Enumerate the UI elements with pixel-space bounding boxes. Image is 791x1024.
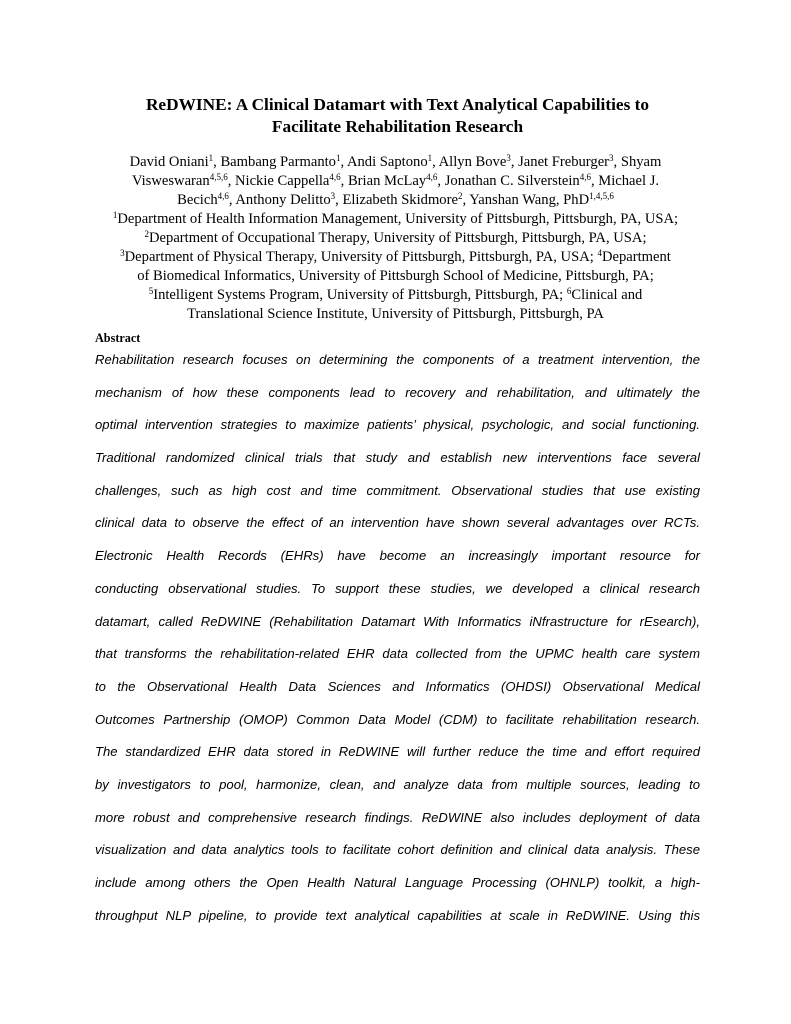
abstract-line: Traditional randomized clinical trials that study and establish new interventions face several	[95, 450, 700, 466]
author-text: , Nickie Cappella	[227, 173, 330, 189]
affiliation-marker: 4,5,6	[209, 172, 228, 182]
abstract-line: throughput NLP pipeline, to provide text analytical capabilities at scale in ReDWINE. Using this	[95, 907, 700, 923]
affiliation-marker: 4,6	[426, 172, 438, 182]
abstract-line: that transforms the rehabilitation-related EHR data collected from the UPMC health care system	[95, 646, 700, 662]
affiliation-marker: 4,6	[329, 172, 341, 182]
title-line: Facilitate Rehabilitation Research	[271, 117, 524, 136]
abstract-line: by investigators to pool, harmonize, clean, and analyze data from multiple sources, leading to	[95, 776, 700, 792]
abstract-line: visualization and data analytics tools to facilitate cohort definition and clinical data analysis. These	[95, 842, 700, 858]
author-text: , Elizabeth Skidmore	[335, 192, 458, 208]
author-text: of Biomedical Informatics, University of Pittsburgh School of Medicine, Pittsburgh, PA;	[137, 268, 654, 284]
abstract-line: clinical data to observe the effect of an intervention have shown several advantages over RCTs.	[95, 515, 700, 531]
author-text: Department	[601, 249, 671, 265]
author-line	[85, 248, 706, 267]
abstract-line: mechanism of how these components lead to recovery and rehabilitation, and ultimately the	[95, 384, 700, 400]
affiliation-marker: 1	[427, 153, 433, 163]
abstract-line: include among others the Open Health Natural Language Processing (OHNLP) toolkit, a high-	[95, 875, 700, 890]
affiliation-marker: 5	[148, 286, 154, 296]
affiliation-marker: 2	[457, 191, 463, 201]
author-text: Translational Science Institute, University of Pittsburgh, Pittsburgh, PA	[187, 306, 604, 322]
affiliation-marker: 4,6	[217, 191, 229, 201]
author-text: , Yanshan Wang, PhD	[462, 192, 590, 208]
abstract-line: challenges, such as high cost and time commitment. Observational studies that use existing	[95, 482, 700, 498]
abstract-heading: Abstract	[95, 331, 141, 345]
author-text: , Brian McLay	[340, 173, 427, 189]
affiliation-marker: 1	[335, 153, 341, 163]
author-text: , Michael J.	[590, 173, 660, 189]
affiliation-marker: 1	[208, 153, 214, 163]
author-line	[85, 305, 706, 324]
author-text: , Bambang Parmanto	[213, 154, 336, 170]
affiliation-marker: 3	[330, 191, 336, 201]
affiliation-marker: 1	[112, 210, 118, 220]
abstract-line: more robust and comprehensive research findings. ReDWINE also includes deployment of data	[95, 809, 700, 825]
author-text: David Oniani	[129, 154, 209, 170]
author-text: Clinical and	[571, 287, 643, 303]
affiliation-marker: 4	[597, 248, 602, 258]
author-text: , Jonathan C. Silverstein	[437, 173, 580, 189]
paper-title	[95, 94, 700, 138]
affiliation-marker: 2	[144, 229, 149, 239]
author-line	[85, 229, 706, 248]
abstract-line: to the Observational Health Data Sciences and Informatics (OHDSI) Observational Medical	[95, 678, 700, 694]
abstract-line: Electronic Health Records (EHRs) have become an increasingly important resource for	[95, 548, 700, 564]
affiliation-marker: 3	[120, 248, 125, 258]
author-affiliation-block	[85, 153, 706, 324]
affiliation-marker: 6	[566, 286, 572, 296]
affiliation-marker: 3	[506, 153, 511, 163]
author-text: , Andi Saptono	[340, 154, 428, 170]
title-line: ReDWINE: A Clinical Datamart with Text Analytical Capabilities to	[145, 95, 650, 114]
author-text: Department of Physical Therapy, University of Pittsburgh, Pittsburgh, PA, USA;	[124, 249, 598, 265]
abstract-line: Rehabilitation research focuses on determining the components of a treatment intervention, the	[95, 352, 700, 367]
affiliation-marker: 1,4,5,6	[589, 191, 614, 201]
abstract-line: optimal intervention strategies to maximize patients’ physical, psychologic, and social functioning.	[95, 417, 700, 433]
affiliation-marker: 3	[609, 153, 614, 163]
author-text: Intelligent Systems Program, University of Pittsburgh, Pittsburgh, PA;	[153, 287, 567, 303]
abstract-line: datamart, called ReDWINE (Rehabilitation Datamart With Informatics iNfrastructure for rEsearch),	[95, 613, 700, 629]
author-text: , Allyn Bove	[432, 154, 507, 170]
author-line	[85, 286, 706, 305]
abstract-body	[95, 351, 700, 939]
author-text: Department of Occupational Therapy, University of Pittsburgh, Pittsburgh, PA, USA;	[149, 230, 647, 246]
author-line	[85, 153, 706, 172]
author-text: , Shyam	[613, 154, 662, 170]
author-text: Department of Health Information Management, University of Pittsburgh, Pittsburgh, PA, USA;	[117, 211, 679, 227]
author-line	[85, 191, 706, 210]
author-text: , Janet Freburger	[510, 154, 610, 170]
author-line	[85, 172, 706, 191]
author-line	[85, 267, 706, 286]
affiliation-marker: 4,6	[579, 172, 591, 182]
author-text: Visweswaran	[131, 173, 210, 189]
abstract-line: conducting observational studies. To support these studies, we developed a clinical research	[95, 580, 700, 596]
author-text: Becich	[177, 192, 218, 208]
author-line	[85, 210, 706, 229]
author-text: , Anthony Delitto	[228, 192, 331, 208]
abstract-line: Outcomes Partnership (OMOP) Common Data Model (CDM) to facilitate rehabilitation research.	[95, 711, 700, 727]
abstract-line: The standardized EHR data stored in ReDWINE will further reduce the time and effort required	[95, 744, 700, 760]
